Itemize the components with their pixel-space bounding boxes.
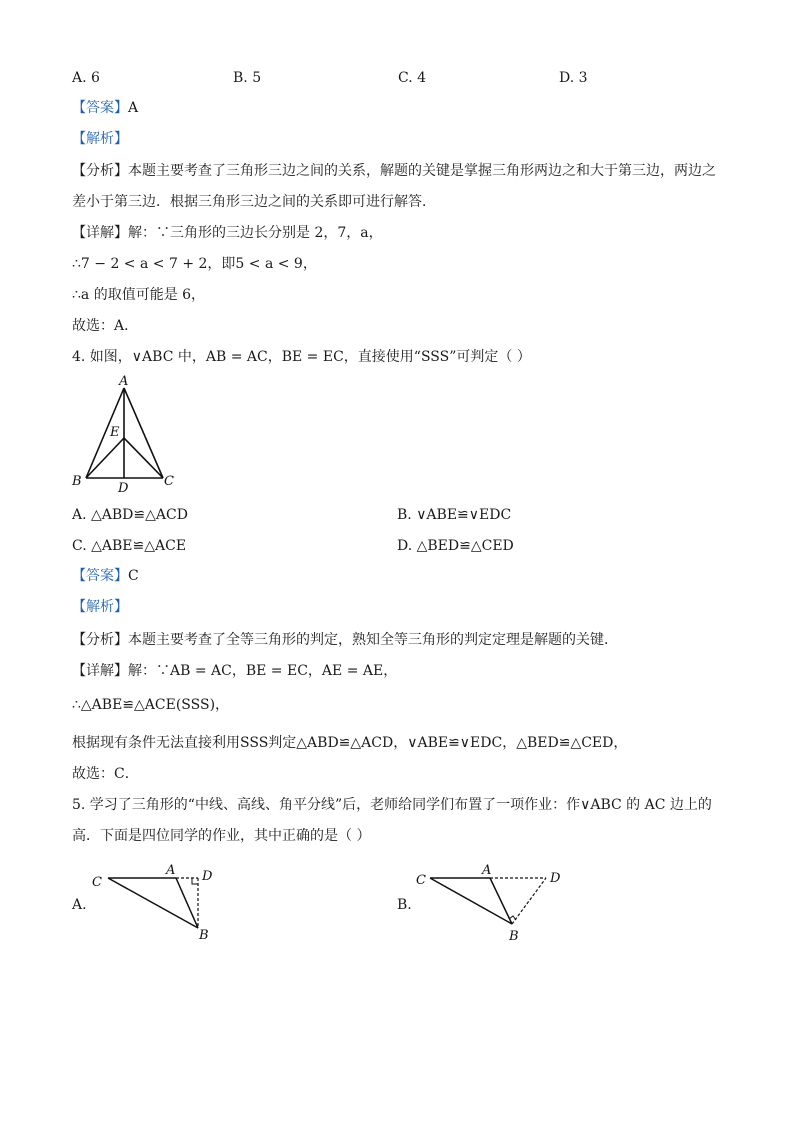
answer-tag: 【答案】	[72, 568, 128, 584]
answer-tag: 【答案】	[72, 100, 128, 116]
q5-option-b-label: B.	[397, 897, 412, 913]
option-b: B. 5	[233, 70, 262, 86]
segment-cb	[108, 878, 198, 928]
q3-choose: 故选：A．	[72, 318, 139, 334]
label-d: D	[202, 869, 213, 884]
q3-detail-line2: ∴7 − 2 < a < 7 + 2，即5 < a < 9，	[72, 256, 317, 272]
q4-choose: 故选：C．	[72, 766, 139, 782]
right-angle-mark	[192, 878, 198, 884]
segment-be	[86, 438, 124, 478]
q3-answer	[72, 98, 138, 118]
q5-question-line1: 5. 学习了三角形的“中线、高线、角平分线”后，老师给同学们布置了一项作业：作∨ABC 的 AC 边上的	[72, 797, 712, 813]
detail-tag: 【详解】	[72, 663, 128, 679]
analysis-tag: 【解析】	[72, 599, 128, 615]
label-d: D	[550, 871, 561, 886]
q3-fenxi-line1	[72, 161, 716, 181]
option-d: D. 3	[559, 70, 588, 86]
q4-option-c: C. △ABE≌△ACE	[72, 538, 187, 554]
q4-detail-line2: ∴△ABE≌△ACE(SSS)，	[72, 697, 230, 713]
q4-detail-line3: 根据现有条件无法直接利用SSS判定△ABD≌△ACD，∨ABE≌∨EDC，△BED≌△CED，	[72, 735, 628, 751]
segment-bd-dashed	[512, 878, 546, 924]
detail-text: 解：∵AB = AC，BE = EC，AE = AE，	[128, 663, 398, 679]
label-e: E	[110, 425, 120, 440]
label-d: D	[118, 481, 129, 496]
q3-detail-line1	[72, 223, 383, 243]
label-c: C	[416, 873, 426, 888]
q4-option-a: A. △ABD≌△ACD	[72, 507, 188, 523]
fenxi-tag: 【分析】	[72, 632, 128, 648]
label-a: A	[119, 374, 129, 389]
q4-question: 4. 如图，∨ABC 中，AB = AC，BE = EC，直接使用“SSS”可判定（ ）	[72, 349, 531, 365]
segment-ac	[124, 388, 163, 478]
detail-text: 解：∵三角形的三边长分别是 2，7，a，	[128, 225, 383, 241]
option-a: A. 6	[72, 70, 100, 86]
q5-option-a-label: A.	[72, 897, 87, 913]
detail-tag: 【详解】	[72, 225, 128, 241]
q5-figure-b	[412, 860, 572, 950]
label-a: A	[482, 863, 492, 878]
label-b: B	[72, 474, 82, 489]
q4-fenxi-line1	[72, 630, 618, 650]
label-b: B	[199, 928, 209, 943]
segment-ab	[176, 878, 198, 928]
q4-analysis-heading	[72, 597, 128, 617]
q3-analysis-heading	[72, 129, 128, 149]
q3-fenxi-line2: 差小于第三边．根据三角形三边之间的关系即可进行解答．	[72, 194, 436, 210]
label-c: C	[92, 875, 102, 890]
q4-answer	[72, 566, 139, 586]
answer-value: C	[128, 568, 139, 584]
option-c: C. 4	[398, 70, 427, 86]
q4-option-d: D. △BED≌△CED	[397, 538, 514, 554]
fenxi-text: 本题主要考查了全等三角形的判定，熟知全等三角形的判定定理是解题的关键．	[128, 632, 618, 648]
label-a: A	[166, 863, 176, 878]
q5-figure-a	[88, 858, 228, 948]
q4-detail-line1	[72, 661, 397, 681]
q4-option-b: B. ∨ABE≌∨EDC	[397, 507, 512, 523]
segment-cb	[430, 878, 512, 924]
fenxi-tag: 【分析】	[72, 163, 128, 179]
fenxi-text: 本题主要考查了三角形三边之间的关系，解题的关键是掌握三角形两边之和大于第三边，两边之	[128, 163, 716, 179]
label-b: B	[509, 929, 519, 944]
answer-value: A	[128, 100, 139, 116]
segment-ec	[124, 438, 163, 478]
label-c: C	[164, 474, 174, 489]
q3-detail-line3: ∴a 的取值可能是 6，	[72, 287, 206, 303]
q5-question-line2: 高．下面是四位同学的作业，其中正确的是（ ）	[72, 828, 371, 844]
analysis-tag: 【解析】	[72, 131, 128, 147]
q4-triangle-figure	[70, 372, 190, 497]
